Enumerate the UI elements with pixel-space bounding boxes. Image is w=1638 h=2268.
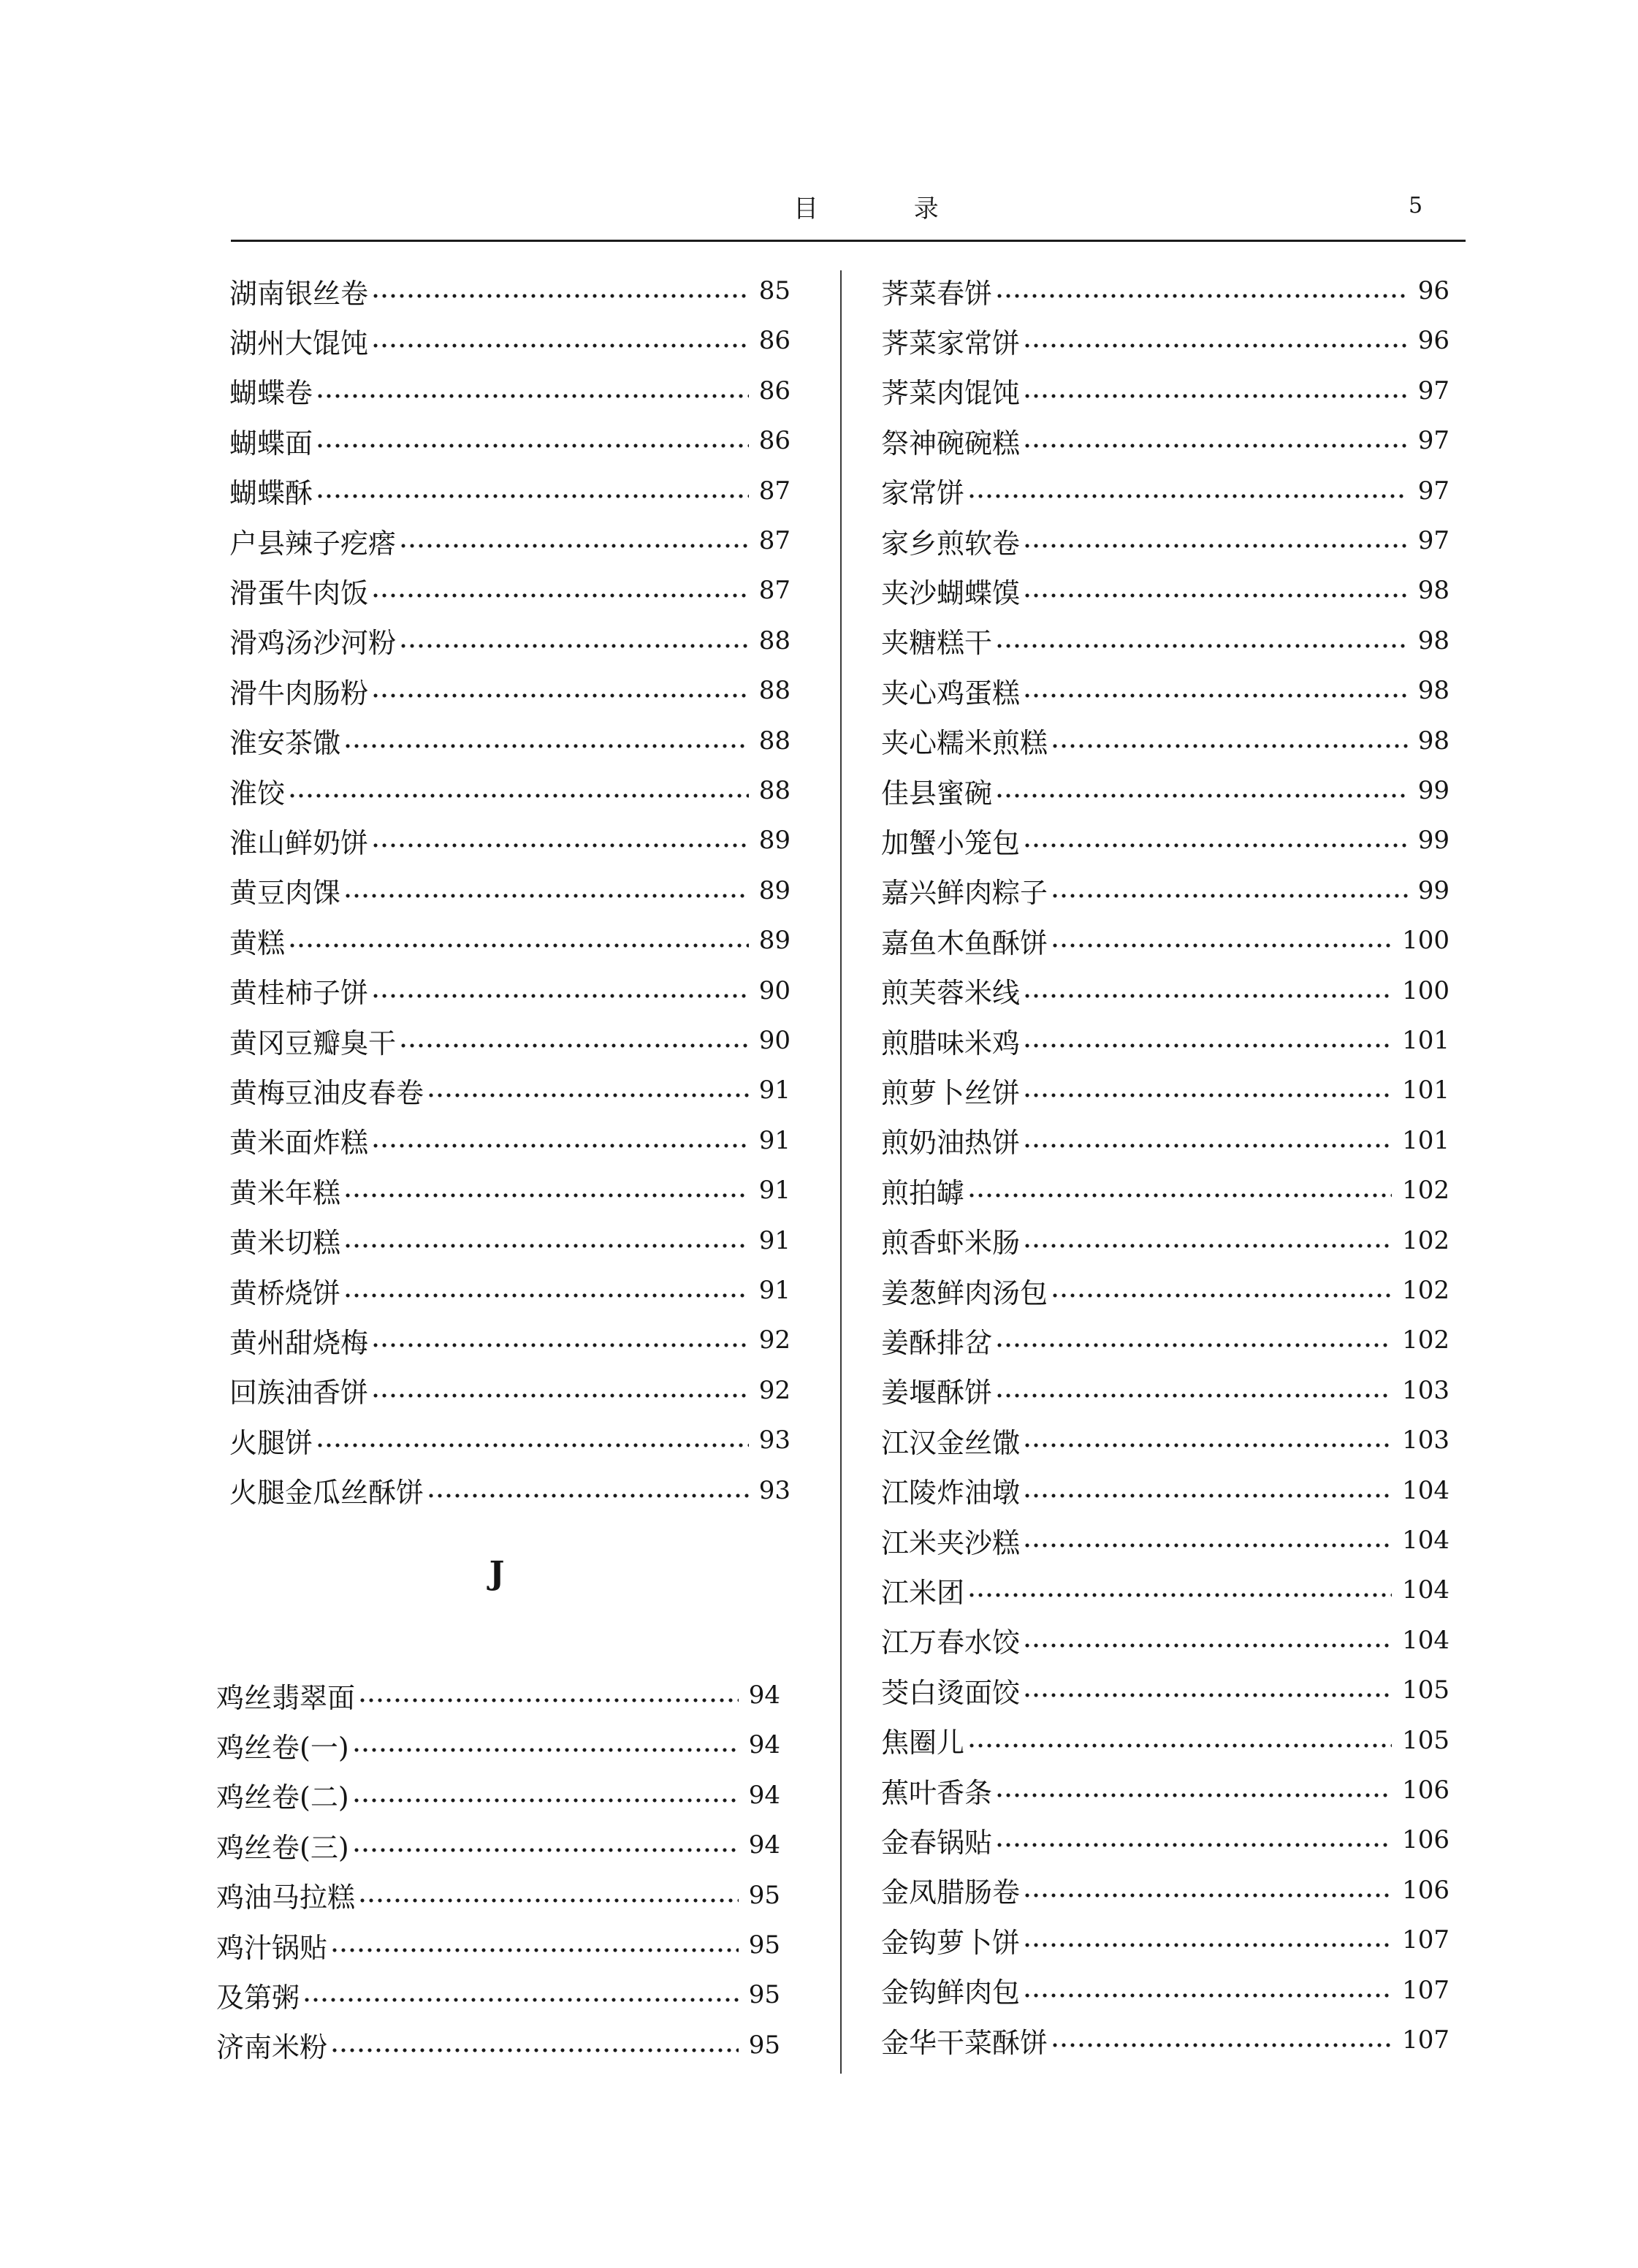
toc-entry-page: 95 xyxy=(748,1980,780,2010)
toc-entry-page: 103 xyxy=(1402,1375,1450,1405)
toc-entry xyxy=(229,1470,791,1511)
dot-leader xyxy=(371,294,749,298)
dot-leader xyxy=(1051,894,1408,898)
toc-entry-page: 101 xyxy=(1402,1026,1450,1055)
toc-entry-title: 夹糖糕干 xyxy=(881,627,993,660)
dot-leader xyxy=(352,1798,739,1803)
toc-entry xyxy=(881,770,1450,811)
toc-entry-page: 88 xyxy=(758,726,791,756)
toc-entry xyxy=(881,1870,1450,1911)
toc-entry xyxy=(216,1724,780,1765)
toc-entry-title: 茭白烫面饺 xyxy=(881,1676,1021,1709)
toc-entry-page: 89 xyxy=(758,875,791,905)
toc-entry-title: 江米夹沙糕 xyxy=(881,1526,1021,1559)
toc-entry-title: 煎萝卜丝饼 xyxy=(881,1076,1021,1109)
dot-leader xyxy=(1023,1943,1392,1947)
toc-entry-page: 97 xyxy=(1417,376,1450,406)
toc-entry xyxy=(881,1170,1450,1211)
toc-entry xyxy=(881,620,1450,661)
toc-entry-title: 蕉叶香条 xyxy=(881,1776,993,1809)
toc-entry-page: 95 xyxy=(748,1880,780,1910)
toc-entry-page: 94 xyxy=(748,1830,780,1860)
dot-leader xyxy=(1023,1543,1392,1548)
dot-leader xyxy=(399,644,749,648)
dot-leader xyxy=(1023,1893,1392,1898)
toc-entry-title: 回族油香饼 xyxy=(229,1377,369,1409)
toc-entry-title: 煎拍罅 xyxy=(881,1176,965,1209)
toc-entry-title: 煎腊味米鸡 xyxy=(881,1027,1021,1059)
toc-entry-page: 102 xyxy=(1402,1325,1450,1355)
toc-entry xyxy=(881,720,1450,761)
dot-leader xyxy=(330,1948,739,1952)
dot-leader xyxy=(1023,593,1408,598)
dot-leader xyxy=(1023,1043,1392,1048)
toc-entry-title: 鸡丝卷(三) xyxy=(216,1831,349,1864)
dot-leader xyxy=(302,1998,739,2002)
toc-entry-title: 鸡汁锅贴 xyxy=(216,1931,328,1964)
toc-entry-title: 姜堰酥饼 xyxy=(881,1377,993,1409)
dot-leader xyxy=(995,1793,1392,1797)
toc-entry-title: 黄桂柿子饼 xyxy=(229,977,369,1010)
toc-entry-page: 102 xyxy=(1402,1225,1450,1255)
dot-leader xyxy=(371,593,749,598)
toc-entry-title: 火腿饼 xyxy=(229,1426,313,1459)
toc-entry xyxy=(229,620,791,661)
toc-entry xyxy=(229,1220,791,1261)
toc-entry-page: 96 xyxy=(1417,326,1450,356)
toc-entry xyxy=(229,1170,791,1211)
dot-leader xyxy=(1023,1993,1392,1998)
toc-entry-title: 焦圈儿 xyxy=(881,1727,965,1759)
toc-entry xyxy=(229,270,791,311)
toc-entry-title: 蝴蝶酥 xyxy=(229,477,313,510)
dot-leader xyxy=(1051,943,1392,948)
toc-entry-title: 嘉兴鲜肉粽子 xyxy=(881,877,1048,910)
toc-entry-page: 104 xyxy=(1402,1475,1450,1505)
toc-entry-page: 96 xyxy=(1417,276,1450,305)
toc-entry-title: 金钩鲜肉包 xyxy=(881,1976,1021,2009)
dot-leader xyxy=(330,2048,739,2052)
toc-entry-title: 黄梅豆油皮春卷 xyxy=(229,1076,424,1109)
toc-entry-title: 江万春水饺 xyxy=(881,1626,1021,1659)
toc-entry-page: 93 xyxy=(758,1475,791,1505)
toc-entry-title: 江汉金丝馓 xyxy=(881,1426,1021,1459)
toc-entry-title: 及第粥 xyxy=(216,1981,300,2014)
toc-entry-title: 黄糕 xyxy=(229,926,286,959)
toc-entry xyxy=(229,920,791,961)
toc-entry xyxy=(881,1919,1450,1960)
toc-entry xyxy=(229,1020,791,1061)
dot-leader xyxy=(343,1244,749,1248)
dot-leader xyxy=(995,794,1408,798)
toc-entry-page: 98 xyxy=(1417,625,1450,655)
dot-leader xyxy=(1023,693,1408,698)
toc-entry xyxy=(881,1770,1450,1811)
toc-entry-page: 98 xyxy=(1417,726,1450,756)
toc-entry-title: 金凤腊肠卷 xyxy=(881,1876,1021,1909)
dot-leader xyxy=(995,1343,1392,1347)
toc-entry-page: 94 xyxy=(748,1730,780,1760)
toc-entry xyxy=(881,1569,1450,1610)
toc-entry xyxy=(881,370,1450,411)
page-title: 目 录 xyxy=(793,194,983,224)
dot-leader xyxy=(1023,994,1392,998)
dot-leader xyxy=(1051,1293,1392,1298)
toc-entry-page: 90 xyxy=(758,1026,791,1055)
toc-entry-title: 夹沙蝴蝶馍 xyxy=(881,576,1021,609)
dot-leader xyxy=(1023,1244,1392,1248)
toc-entry-page: 87 xyxy=(758,576,791,606)
toc-entry xyxy=(229,1120,791,1161)
toc-entry-page: 92 xyxy=(758,1325,791,1355)
toc-entry-title: 荠菜春饼 xyxy=(881,277,993,310)
toc-entry xyxy=(881,471,1450,511)
toc-entry-page: 98 xyxy=(1417,676,1450,706)
toc-entry-page: 91 xyxy=(758,1276,791,1305)
toc-entry-page: 94 xyxy=(748,1681,780,1710)
toc-entry-page: 89 xyxy=(758,826,791,856)
toc-entry xyxy=(229,370,791,411)
toc-entry-title: 济南米粉 xyxy=(216,2031,328,2064)
toc-entry-title: 湖南银丝卷 xyxy=(229,277,369,310)
toc-entry-page: 93 xyxy=(758,1426,791,1455)
toc-entry-title: 佳县蜜碗 xyxy=(881,777,993,810)
toc-entry-page: 91 xyxy=(758,1076,791,1106)
toc-entry-title: 荠菜家常饼 xyxy=(881,327,1021,359)
dot-leader xyxy=(1023,343,1408,348)
dot-leader xyxy=(1023,1693,1392,1697)
toc-entry-title: 煎奶油热饼 xyxy=(881,1127,1021,1160)
dot-leader xyxy=(995,1393,1392,1398)
toc-entry xyxy=(881,2020,1450,2060)
toc-entry-title: 蝴蝶卷 xyxy=(229,377,313,410)
dot-leader xyxy=(371,343,749,348)
dot-leader xyxy=(427,1493,749,1498)
dot-leader xyxy=(343,1293,749,1298)
dot-leader xyxy=(1023,1443,1392,1447)
toc-entry-page: 107 xyxy=(1402,1925,1450,1955)
toc-entry-page: 91 xyxy=(758,1125,791,1155)
toc-entry-title: 家乡煎软卷 xyxy=(881,527,1021,560)
dot-leader xyxy=(316,444,749,448)
toc-entry xyxy=(881,820,1450,861)
dot-leader xyxy=(371,843,749,848)
toc-entry xyxy=(881,1620,1450,1661)
toc-entry-page: 104 xyxy=(1402,1625,1450,1655)
toc-entry xyxy=(229,970,791,1011)
toc-entry-page: 104 xyxy=(1402,1575,1450,1605)
toc-entry-page: 101 xyxy=(1402,1125,1450,1155)
toc-entry-page: 107 xyxy=(1402,1975,1450,2005)
dot-leader xyxy=(1023,843,1408,848)
toc-entry xyxy=(229,1320,791,1361)
toc-entry-title: 黄冈豆瓣臭干 xyxy=(229,1027,397,1059)
toc-entry-page: 97 xyxy=(1417,426,1450,456)
toc-entry-page: 87 xyxy=(758,526,791,555)
toc-entry xyxy=(881,1270,1450,1311)
toc-entry-page: 88 xyxy=(758,625,791,655)
dot-leader xyxy=(995,644,1408,648)
toc-entry-title: 煎香虾米肠 xyxy=(881,1227,1021,1260)
toc-entry-title: 鸡丝卷(一) xyxy=(216,1731,349,1764)
toc-entry-page: 99 xyxy=(1417,776,1450,805)
toc-entry xyxy=(881,1470,1450,1511)
toc-entry-title: 黄米面炸糕 xyxy=(229,1127,369,1160)
toc-entry-page: 89 xyxy=(758,926,791,956)
toc-entry-title: 蝴蝶面 xyxy=(229,427,313,460)
toc-entry xyxy=(229,670,791,711)
dot-leader xyxy=(1023,1093,1392,1097)
toc-entry-page: 107 xyxy=(1402,2025,1450,2055)
dot-leader xyxy=(343,894,749,898)
toc-entry-page: 102 xyxy=(1402,1176,1450,1206)
dot-leader xyxy=(967,1193,1392,1198)
toc-entry xyxy=(881,1070,1450,1111)
toc-entry-page: 97 xyxy=(1417,476,1450,506)
toc-entry xyxy=(881,1970,1450,2011)
toc-entry-title: 加蟹小笼包 xyxy=(881,826,1021,859)
dot-leader xyxy=(358,1898,739,1903)
toc-entry xyxy=(881,1370,1450,1411)
toc-entry-page: 106 xyxy=(1402,1875,1450,1905)
toc-entry xyxy=(216,1875,780,1916)
dot-leader xyxy=(399,544,749,548)
dot-leader xyxy=(1023,444,1408,448)
dot-leader xyxy=(967,1743,1392,1748)
dot-leader xyxy=(343,1193,749,1198)
dot-leader xyxy=(967,494,1408,498)
toc-entry-title: 江米团 xyxy=(881,1576,965,1609)
dot-leader xyxy=(1051,2043,1392,2047)
toc-entry-page: 106 xyxy=(1402,1825,1450,1855)
toc-entry-title: 姜酥排岔 xyxy=(881,1326,993,1359)
dot-leader xyxy=(371,693,749,698)
toc-entry xyxy=(229,1420,791,1461)
toc-entry-page: 94 xyxy=(748,1780,780,1810)
dot-leader xyxy=(316,1443,749,1447)
toc-entry-title: 淮安茶馓 xyxy=(229,727,341,760)
toc-entry xyxy=(881,1220,1450,1261)
toc-entry xyxy=(229,420,791,461)
toc-entry xyxy=(881,320,1450,361)
toc-entry xyxy=(229,471,791,511)
toc-entry-title: 黄州甜烧梅 xyxy=(229,1326,369,1359)
toc-entry xyxy=(881,870,1450,911)
toc-entry-title: 江陵炸油墩 xyxy=(881,1477,1021,1510)
toc-entry xyxy=(881,570,1450,611)
dot-leader xyxy=(1023,1143,1392,1148)
toc-entry-title: 鸡油马拉糕 xyxy=(216,1881,356,1914)
toc-entry-page: 97 xyxy=(1417,526,1450,555)
dot-leader xyxy=(1023,1493,1392,1498)
toc-entry xyxy=(881,670,1450,711)
dot-leader xyxy=(967,1593,1392,1597)
toc-entry xyxy=(216,2025,780,2066)
toc-entry-title: 淮山鲜奶饼 xyxy=(229,826,369,859)
toc-entry-title: 鸡丝翡翠面 xyxy=(216,1681,356,1714)
toc-entry xyxy=(881,920,1450,961)
section-letter: J xyxy=(489,1555,505,1592)
toc-entry xyxy=(216,1925,780,1966)
toc-entry-title: 金钩萝卜饼 xyxy=(881,1926,1021,1959)
toc-entry-page: 99 xyxy=(1417,875,1450,905)
toc-entry-page: 92 xyxy=(758,1375,791,1405)
toc-entry-page: 86 xyxy=(758,426,791,456)
toc-entry-title: 鸡丝卷(二) xyxy=(216,1781,349,1814)
column-divider xyxy=(840,270,842,2074)
dot-leader xyxy=(352,1848,739,1852)
toc-entry-title: 黄桥烧饼 xyxy=(229,1276,341,1309)
toc-entry xyxy=(229,570,791,611)
toc-entry-page: 91 xyxy=(758,1176,791,1206)
toc-entry-page: 101 xyxy=(1402,1076,1450,1106)
toc-entry xyxy=(229,720,791,761)
dot-leader xyxy=(288,794,749,798)
toc-entry-title: 嘉鱼木鱼酥饼 xyxy=(881,926,1048,959)
dot-leader xyxy=(352,1748,739,1752)
toc-entry-page: 88 xyxy=(758,776,791,805)
toc-entry xyxy=(881,520,1450,561)
toc-entry-page: 95 xyxy=(748,2030,780,2060)
toc-entry-title: 滑牛肉肠粉 xyxy=(229,677,369,709)
toc-entry-page: 88 xyxy=(758,676,791,706)
toc-entry-page: 100 xyxy=(1402,926,1450,956)
toc-entry xyxy=(881,1020,1450,1061)
header-rule xyxy=(231,240,1466,242)
toc-entry xyxy=(881,1720,1450,1761)
toc-entry xyxy=(881,1420,1450,1461)
toc-entry-title: 滑鸡汤沙河粉 xyxy=(229,627,397,660)
running-header xyxy=(231,189,1466,240)
toc-entry-title: 家常饼 xyxy=(881,477,965,510)
toc-entry xyxy=(216,1775,780,1816)
dot-leader xyxy=(1023,394,1408,398)
dot-leader xyxy=(358,1698,739,1702)
toc-entry xyxy=(881,270,1450,311)
toc-entry xyxy=(881,1120,1450,1161)
dot-leader xyxy=(371,1393,749,1398)
toc-entry-page: 103 xyxy=(1402,1426,1450,1455)
toc-entry-title: 湖州大馄饨 xyxy=(229,327,369,359)
toc-entry-title: 煎芙蓉米线 xyxy=(881,977,1021,1010)
toc-entry-title: 黄米切糕 xyxy=(229,1227,341,1260)
dot-leader xyxy=(427,1093,749,1097)
toc-entry xyxy=(881,1520,1450,1561)
toc-entry xyxy=(216,1675,780,1716)
toc-entry xyxy=(229,320,791,361)
toc-entry-page: 86 xyxy=(758,376,791,406)
toc-entry-page: 105 xyxy=(1402,1675,1450,1705)
toc-entry xyxy=(216,1824,780,1865)
dot-leader xyxy=(316,394,749,398)
page-number: 5 xyxy=(1409,193,1423,218)
dot-leader xyxy=(371,1343,749,1347)
dot-leader xyxy=(399,1043,749,1048)
toc-entry-page: 91 xyxy=(758,1225,791,1255)
toc-entry-title: 金华干菜酥饼 xyxy=(881,2026,1048,2059)
toc-entry-title: 金春锅贴 xyxy=(881,1826,993,1859)
toc-entry xyxy=(881,1670,1450,1710)
toc-entry xyxy=(229,770,791,811)
toc-entry-page: 106 xyxy=(1402,1776,1450,1805)
toc-entry-page: 99 xyxy=(1417,826,1450,856)
toc-entry xyxy=(881,970,1450,1011)
dot-leader xyxy=(316,494,749,498)
dot-leader xyxy=(995,1843,1392,1847)
toc-entry-page: 86 xyxy=(758,326,791,356)
toc-entry xyxy=(881,1819,1450,1860)
toc-entry xyxy=(229,1370,791,1411)
toc-entry-title: 黄豆肉馃 xyxy=(229,877,341,910)
toc-entry-title: 淮饺 xyxy=(229,777,286,810)
toc-entry xyxy=(229,820,791,861)
dot-leader xyxy=(371,1143,749,1148)
toc-entry-title: 夹心鸡蛋糕 xyxy=(881,677,1021,709)
toc-entry-page: 95 xyxy=(748,1930,780,1960)
toc-entry-page: 104 xyxy=(1402,1526,1450,1555)
toc-entry-page: 85 xyxy=(758,276,791,305)
toc-entry-title: 户县辣子疙瘩 xyxy=(229,527,397,560)
toc-entry-title: 火腿金瓜丝酥饼 xyxy=(229,1477,424,1510)
dot-leader xyxy=(1051,744,1408,748)
toc-entry xyxy=(229,520,791,561)
dot-leader xyxy=(371,994,749,998)
dot-leader xyxy=(1023,1643,1392,1648)
toc-entry-page: 90 xyxy=(758,975,791,1005)
toc-entry-title: 祭神碗碗糕 xyxy=(881,427,1021,460)
dot-leader xyxy=(343,744,749,748)
toc-entry-page: 102 xyxy=(1402,1276,1450,1305)
dot-leader xyxy=(995,294,1408,298)
toc-entry xyxy=(229,870,791,911)
toc-entry xyxy=(229,1270,791,1311)
toc-entry xyxy=(216,1974,780,2015)
toc-entry xyxy=(881,420,1450,461)
toc-entry xyxy=(881,1320,1450,1361)
toc-entry-page: 105 xyxy=(1402,1725,1450,1755)
toc-entry-page: 98 xyxy=(1417,576,1450,606)
toc-entry-title: 滑蛋牛肉饭 xyxy=(229,576,369,609)
dot-leader xyxy=(1023,544,1408,548)
toc-entry-title: 夹心糯米煎糕 xyxy=(881,727,1048,760)
toc-entry-title: 黄米年糕 xyxy=(229,1176,341,1209)
toc-entry-title: 姜葱鲜肉汤包 xyxy=(881,1276,1048,1309)
dot-leader xyxy=(288,943,749,948)
toc-entry-page: 87 xyxy=(758,476,791,506)
toc-entry xyxy=(229,1070,791,1111)
toc-entry-title: 荠菜肉馄饨 xyxy=(881,377,1021,410)
toc-entry-page: 100 xyxy=(1402,975,1450,1005)
